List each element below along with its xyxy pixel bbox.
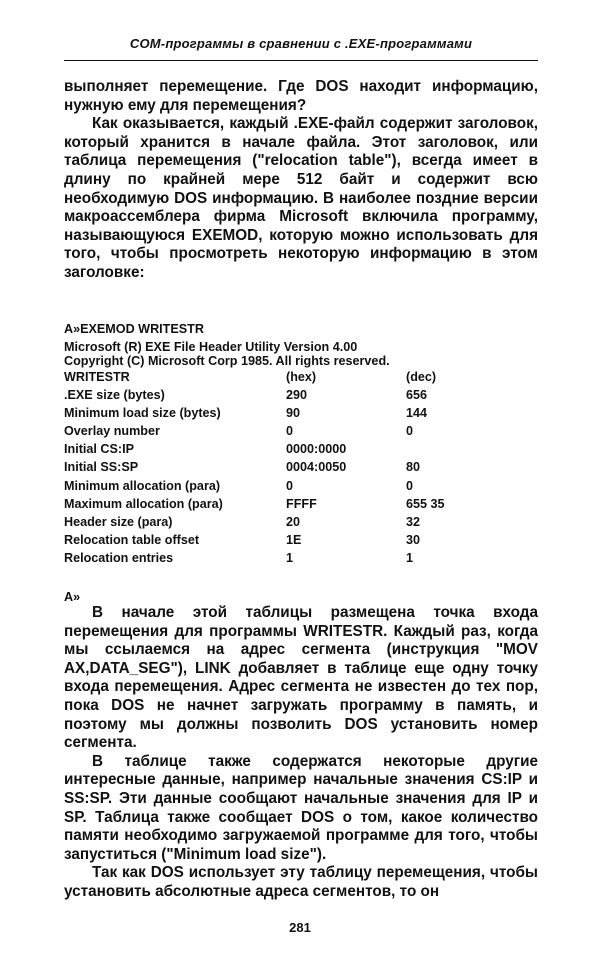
table-row (64, 531, 538, 549)
dec-value: 656 (406, 388, 428, 403)
page-number: 281 (289, 920, 311, 935)
paragraph-table-data: В таблице также содержатся некоторые другие интересные данные, например начальные значения CS:IP и SS:SP. Эти данные сообщают начальные значения для IP и SP. Таблица также сообщает DOS о том, какое количество памяти необходимо загружаемой программе для того, чтобы запуститься ("Minimum load size"). (64, 752, 538, 863)
hex-value: 0 (286, 478, 294, 493)
field-label: Initial SS:SP (64, 460, 139, 475)
table-row (64, 404, 538, 422)
field-label: .EXE size (bytes) (64, 388, 165, 403)
table-row (64, 386, 538, 404)
dec-value (406, 440, 526, 458)
hex-value: 90 (286, 406, 301, 421)
paragraph-relocation-entry: В начале этой таблицы размещена точка входа перемещения для программы WRITESTR. Каждый раз, когда мы ссылаемся на адрес сегмента (инструкция "MOV AX,DATA_SEG"), LINK добавляет в таблице еще одну точку входа перемещения. Адрес сегмента не известен до тех пор, пока DOS не начнет загружать программу в память, и поэтому мы должны позволить DOS установить номер сегмента. (64, 604, 538, 752)
hex-value: 20 (286, 514, 301, 529)
listing-copyright: Copyright (C) Microsoft Corp 1985. All rights reserved. (64, 354, 390, 368)
hex-value: FFFF (286, 496, 317, 511)
table-row (64, 422, 538, 440)
field-label: Initial CS:IP (64, 442, 134, 457)
dec-value: 0 (406, 424, 414, 439)
paragraph-continuation: выполняет перемещение. Где DOS находит информацию, нужную ему для перемещения? (64, 78, 538, 114)
table-row (64, 513, 538, 531)
hex-value: 1E (286, 532, 302, 547)
dec-value: 30 (406, 532, 421, 547)
hex-value: 0 (286, 424, 294, 439)
top-text (64, 78, 538, 283)
column-header: (dec) (406, 370, 437, 384)
running-header: COM-программы в сравнении с .EXE-программами (129, 36, 473, 51)
field-label: Relocation entries (64, 550, 174, 565)
table-row (64, 495, 538, 513)
table-row (64, 440, 538, 458)
dec-value: 32 (406, 514, 421, 529)
table-row (64, 477, 538, 495)
dec-value: 655 35 (406, 496, 445, 511)
field-label: Maximum allocation (para) (64, 496, 223, 511)
header-rule (64, 60, 538, 61)
exemod-table (64, 368, 538, 567)
dec-value: 0 (406, 478, 414, 493)
field-label: Minimum allocation (para) (64, 478, 221, 493)
listing-prompt: A» (64, 590, 81, 604)
column-header: (hex) (286, 370, 317, 384)
listing-title: Microsoft (R) EXE File Header Utility Version 4.00 (64, 340, 358, 354)
bottom-text (64, 604, 538, 902)
dec-value: 144 (406, 406, 428, 421)
hex-value: 290 (286, 388, 308, 403)
table-header-row (64, 368, 538, 386)
listing-command: A»EXEMOD WRITESTR (64, 322, 204, 336)
table-row (64, 549, 538, 567)
field-label: Header size (para) (64, 514, 173, 529)
paragraph-exe-header: Как оказывается, каждый .EXE-файл содержит заголовок, который хранится в начале файла. Этот заголовок, или таблица перемещения ("relocation table"), всегда имеет в длину по крайней мере 512 байт и содержит всю необходимую DOS информацию. В наиболее поздние версии макроассемблера фирма Microsoft включила программу, называющуюся EXEMOD, которую можно использовать для того, чтобы просмотреть некоторую информацию в этом заголовке: (64, 115, 538, 281)
hex-value: 0000:0000 (286, 442, 347, 457)
paragraph-dos-uses-table: Так как DOS использует эту таблицу перемещения, чтобы установить абсолютные адреса сегментов, то он (64, 864, 538, 900)
hex-value: 0004:0050 (286, 460, 347, 475)
field-label: Minimum load size (bytes) (64, 406, 221, 421)
table-row (64, 458, 538, 476)
column-header: WRITESTR (64, 370, 130, 384)
hex-value: 1 (286, 550, 294, 565)
field-label: Overlay number (64, 424, 160, 439)
field-label: Relocation table offset (64, 532, 200, 547)
dec-value: 1 (406, 550, 414, 565)
dec-value: 80 (406, 460, 421, 475)
